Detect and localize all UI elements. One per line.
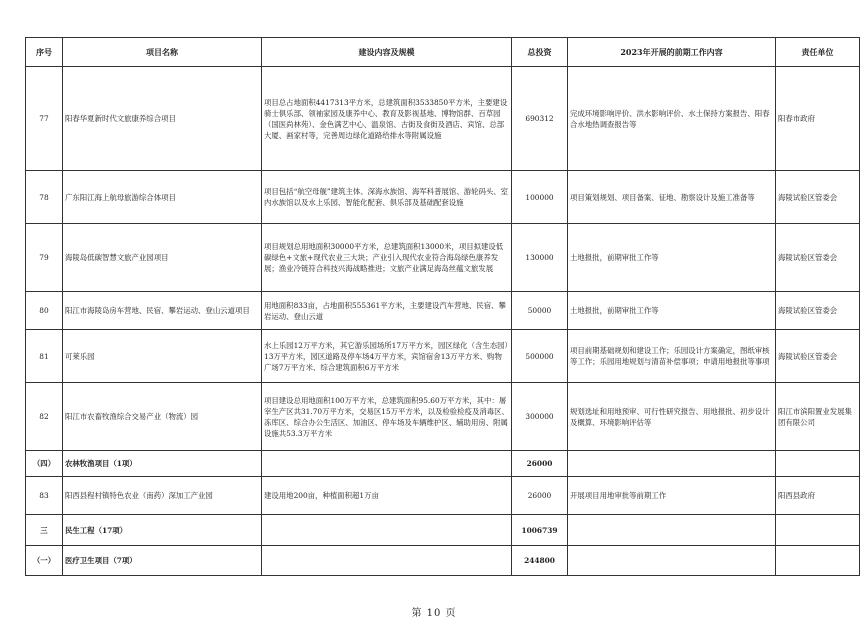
cell-unit — [776, 515, 860, 546]
section-row — [26, 546, 860, 576]
cell-name: 可莱乐园 — [63, 330, 262, 383]
cell-content — [262, 515, 512, 546]
cell-no: 80 — [26, 292, 63, 330]
table-row — [26, 330, 860, 383]
cell-unit — [776, 546, 860, 576]
cell-work — [568, 451, 776, 477]
header-name: 项目名称 — [63, 38, 262, 67]
page-number: 第 10 页 — [411, 608, 457, 619]
cell-work: 土地报批，前期审批工作等 — [568, 224, 776, 292]
cell-work: 完成环境影响评价、洪水影响评价、水土保持方案报告、阳春合水地热调查报告等 — [568, 67, 776, 171]
cell-invest: 50000 — [512, 292, 568, 330]
cell-unit: 海陵试验区管委会 — [776, 330, 860, 383]
cell-work: 土地报批，前期审批工作等 — [568, 292, 776, 330]
cell-work: 开展项目用地审批等前期工作 — [568, 477, 776, 515]
cell-name: 医疗卫生项目（7项） — [63, 546, 262, 576]
cell-unit: 海陵试验区管委会 — [776, 292, 860, 330]
cell-name: 民生工程（17项） — [63, 515, 262, 546]
section-row — [26, 451, 860, 477]
section-row — [26, 515, 860, 546]
table-row — [26, 383, 860, 451]
cell-invest: 26000 — [512, 451, 568, 477]
cell-unit: 阳西县政府 — [776, 477, 860, 515]
cell-work: 规划选址和用地预审、可行性研究报告、用地报批、初步设计及概算、环境影响评估等 — [568, 383, 776, 451]
cell-name: 阳西县程村镇特色农业（南药）深加工产业园 — [63, 477, 262, 515]
cell-no: 81 — [26, 330, 63, 383]
table-row — [26, 67, 860, 171]
header-content: 建设内容及规模 — [262, 38, 512, 67]
cell-no: 82 — [26, 383, 63, 451]
table-header-row — [26, 38, 860, 67]
cell-content: 用地面积833亩，占地面积555361平方米，主要建设汽车营地、民宿、攀岩运动、登山云道 — [262, 292, 512, 330]
cell-content: 项目总占地面积4417313平方米，总建筑面积3533850平方米，主要建设骑士俱乐部、领袖家园及康养中心、教育及影视基地、博物馆群、百草园（国医尚林苑）、金色满艺中心、温泉馆、古街及食街及酒店、宾馆、总部大厦、画家村等，完善周边绿化道路给排水等附属设施 — [262, 67, 512, 171]
cell-no: 77 — [26, 67, 63, 171]
cell-content: 项目建设总用地面积100万平方米，总建筑面积95.60万平方米，其中：屠宰生产区共31.70万平方米，交易区15万平方米，以及检验检疫及消毒区、冻库区、综合办公生活区、加油区、停车场及车辆维护区、辅助用房、附属设施共53.3万平方米 — [262, 383, 512, 451]
cell-invest: 690312 — [512, 67, 568, 171]
cell-name: 阳江市海陵岛房车营地、民宿、攀岩运动、登山云道项目 — [63, 292, 262, 330]
table-row — [26, 224, 860, 292]
cell-invest: 100000 — [512, 171, 568, 224]
cell-unit: 阳春市政府 — [776, 67, 860, 171]
cell-work: 项目策划规划、项目备案、征地、勘察设计及施工准备等 — [568, 171, 776, 224]
cell-unit: 海陵试验区管委会 — [776, 224, 860, 292]
cell-work — [568, 515, 776, 546]
table-row — [26, 171, 860, 224]
cell-unit — [776, 451, 860, 477]
cell-name: 农林牧渔项目（1项） — [63, 451, 262, 477]
cell-invest: 1006739 — [512, 515, 568, 546]
cell-content: 项目规划总用地面积30000平方米，总建筑面积13000米，项目拟建设低碳绿色+文旅+现代农业三大块；产业引入现代农业符合海岛绿色康养发展；渔业冷链符合科技兴海战略推进；文旅产业满足海岛丝蕴文旅发展 — [262, 224, 512, 292]
header-work: 2023年开展的前期工作内容 — [568, 38, 776, 67]
project-table — [25, 37, 860, 576]
cell-no: （一） — [26, 546, 63, 576]
cell-name: 阳春华夏新时代文旅康养综合项目 — [63, 67, 262, 171]
cell-content: 水上乐园12万平方米，其它游乐园场所17万平方米，园区绿化（含生态园）13万平方米，园区道路及停车场4万平方米，宾馆宿舍13万平方米、购物广场7万平方米、综合建筑面积6万平方米 — [262, 330, 512, 383]
cell-content — [262, 546, 512, 576]
cell-content — [262, 451, 512, 477]
table-row — [26, 477, 860, 515]
cell-content: 项目包括“航空母舰”建筑主体、深海水族馆、海军科普展馆、游轮码头、室内水族馆以及水上乐园、智能化配套、俱乐部及基础配套设施 — [262, 171, 512, 224]
cell-work: 项目前期基础规划和建设工作；乐园设计方案确定，图纸审核等工作；乐园用地规划与清苗补偿事项；申请用地报批等事项 — [568, 330, 776, 383]
cell-no: 78 — [26, 171, 63, 224]
cell-no: 三 — [26, 515, 63, 546]
header-unit: 责任单位 — [776, 38, 860, 67]
cell-work — [568, 546, 776, 576]
cell-no: （四） — [26, 451, 63, 477]
cell-invest: 244800 — [512, 546, 568, 576]
cell-unit: 海陵试验区管委会 — [776, 171, 860, 224]
header-no: 序号 — [26, 38, 63, 67]
cell-name: 阳江市农畜牧渔综合交易产业（物流）园 — [63, 383, 262, 451]
cell-content: 建设用地200亩，种植面积超1万亩 — [262, 477, 512, 515]
header-invest: 总投资 — [512, 38, 568, 67]
table-row — [26, 292, 860, 330]
cell-unit: 阳江市滨阳置业发展集团有限公司 — [776, 383, 860, 451]
cell-name: 海陵岛低碳智慧文旅产业园项目 — [63, 224, 262, 292]
cell-invest: 26000 — [512, 477, 568, 515]
cell-no: 83 — [26, 477, 63, 515]
cell-invest: 500000 — [512, 330, 568, 383]
cell-name: 广东阳江海上航母旅游综合体项目 — [63, 171, 262, 224]
cell-no: 79 — [26, 224, 63, 292]
cell-invest: 130000 — [512, 224, 568, 292]
cell-invest: 300000 — [512, 383, 568, 451]
